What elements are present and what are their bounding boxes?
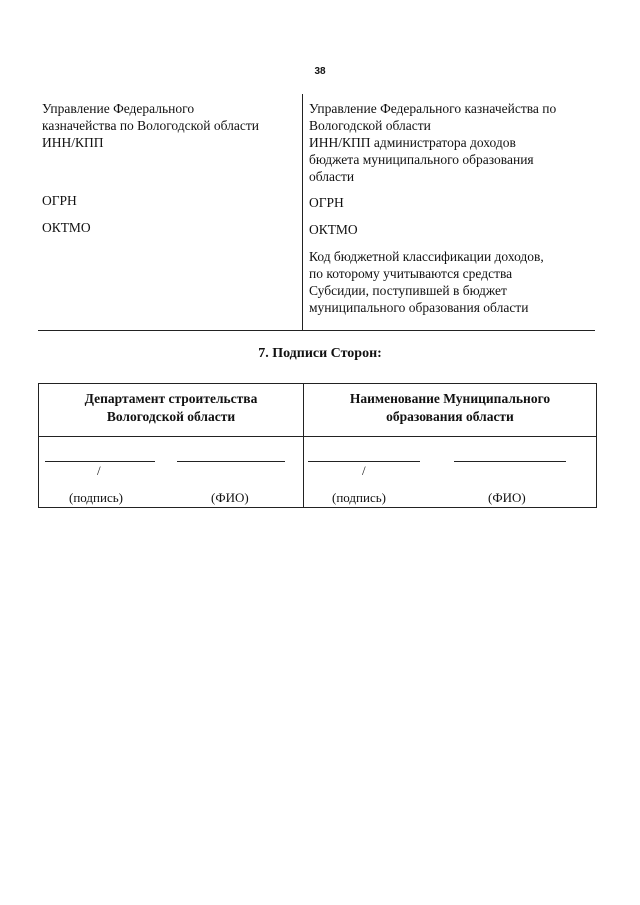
right-inn-line3: области	[309, 169, 355, 184]
right-org-name	[309, 100, 595, 185]
left-org-name	[42, 100, 302, 151]
left-signature-line	[45, 461, 155, 462]
signatures-table	[38, 383, 597, 508]
left-party-line1: Департамент строительства	[84, 391, 258, 406]
left-party-header	[39, 384, 304, 437]
left-name-line	[177, 461, 285, 462]
right-signature-line	[308, 461, 420, 462]
left-signature-cell	[39, 437, 304, 508]
left-slash: /	[97, 463, 101, 478]
left-oktmo: ОКТМО	[42, 220, 91, 235]
right-slash: /	[362, 463, 366, 478]
right-signature-cell	[304, 437, 597, 508]
left-signature-caption: (подпись)	[69, 490, 123, 505]
right-kbk-line4: муниципального образования области	[309, 300, 529, 315]
left-org-line1: Управление Федерального	[42, 101, 195, 116]
left-name-caption: (ФИО)	[211, 490, 249, 505]
right-name-line	[454, 461, 566, 462]
requisites-right-cell	[303, 94, 596, 331]
left-org-line2: казначейства по Вологодской области	[42, 118, 260, 133]
requisites-table	[38, 94, 595, 331]
left-party-line2: Вологодской области	[106, 409, 236, 424]
left-inn-kpp: ИНН/КПП	[42, 135, 104, 150]
right-kbk-line2: по которому учитываются средства	[309, 266, 513, 281]
right-inn-line1: ИНН/КПП администратора доходов	[309, 135, 516, 150]
right-budget-code	[309, 248, 595, 316]
right-inn-line2: бюджета муниципального образования	[309, 152, 534, 167]
signatures-heading: 7. Подписи Сторон:	[258, 346, 382, 361]
right-party-line1: Наименование Муниципального	[349, 391, 551, 406]
requisites-left-cell	[38, 94, 303, 331]
right-oktmo: ОКТМО	[309, 222, 358, 237]
left-ogrn: ОГРН	[42, 193, 77, 208]
right-kbk-line1: Код бюджетной классификации доходов,	[309, 249, 544, 264]
right-party-line2: образования области	[386, 409, 514, 424]
right-org-line2: Вологодской области	[309, 118, 431, 133]
right-kbk-line3: Субсидии, поступившей в бюджет	[309, 283, 507, 298]
right-name-caption: (ФИО)	[488, 490, 526, 505]
right-org-line1: Управление Федерального казначейства по	[309, 101, 557, 116]
page-number: 38	[314, 66, 326, 77]
right-party-header	[304, 384, 597, 437]
right-signature-caption: (подпись)	[332, 490, 386, 505]
right-ogrn: ОГРН	[309, 195, 344, 210]
